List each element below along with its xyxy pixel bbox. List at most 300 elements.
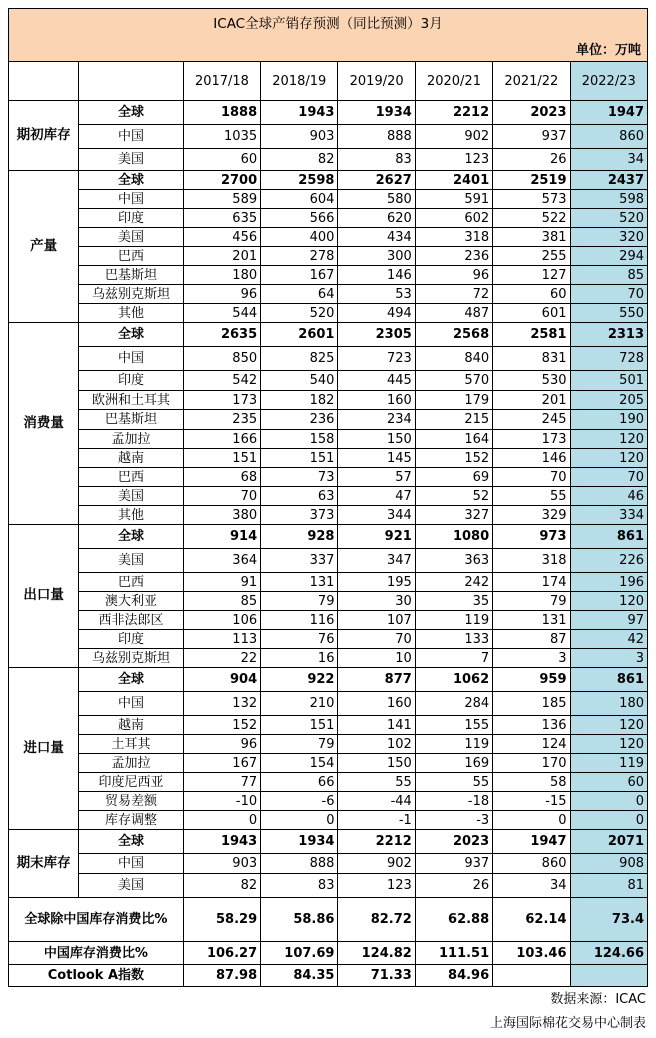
year-header: 2021/22	[493, 62, 570, 101]
value-cell: 79	[493, 592, 570, 611]
value-cell: 850	[183, 347, 260, 371]
value-cell: 166	[183, 430, 260, 449]
value-cell: 2581	[493, 323, 570, 347]
value-cell: 120	[570, 716, 648, 735]
group-label: 期初库存	[9, 101, 79, 171]
value-cell: 57	[338, 468, 415, 487]
value-cell: 151	[261, 449, 338, 468]
data-row	[9, 630, 648, 649]
data-row	[9, 285, 648, 304]
value-cell: 34	[570, 149, 648, 171]
value-cell: 327	[415, 506, 492, 525]
row-label: 孟加拉	[79, 430, 183, 449]
value-cell: 70	[338, 630, 415, 649]
value-cell: 3	[493, 649, 570, 668]
data-row	[9, 266, 648, 285]
value-cell: 83	[261, 874, 338, 898]
value-cell: 566	[261, 209, 338, 228]
value-cell: 530	[493, 371, 570, 391]
value-cell: 1947	[570, 101, 648, 125]
value-cell: 120	[570, 592, 648, 611]
value-cell: 141	[338, 716, 415, 735]
value-cell: 522	[493, 209, 570, 228]
row-label: 巴基斯坦	[79, 266, 183, 285]
value-cell: 2635	[183, 323, 260, 347]
value-cell: -3	[415, 811, 492, 830]
value-cell: 58	[493, 773, 570, 792]
value-cell: 973	[493, 525, 570, 549]
value-cell: 180	[570, 692, 648, 716]
row-label: 美国	[79, 228, 183, 247]
group-label: 产量	[9, 171, 79, 323]
value-cell: 550	[570, 304, 648, 323]
value-cell: 215	[415, 410, 492, 430]
value-cell: 1080	[415, 525, 492, 549]
data-row	[9, 391, 648, 410]
row-label: 孟加拉	[79, 754, 183, 773]
value-cell: 196	[570, 573, 648, 592]
summary-value-cell: 87.98	[183, 965, 260, 987]
value-cell: 76	[261, 630, 338, 649]
summary-value-cell: 58.86	[261, 898, 338, 942]
value-cell: 318	[415, 228, 492, 247]
summary-value-cell: 106.27	[183, 942, 260, 965]
value-cell: 860	[493, 854, 570, 874]
value-cell: 922	[261, 668, 338, 692]
value-cell: 60	[493, 285, 570, 304]
value-cell: 2519	[493, 171, 570, 190]
value-cell: 70	[570, 285, 648, 304]
value-cell: 68	[183, 468, 260, 487]
value-cell: 53	[338, 285, 415, 304]
value-cell: 347	[338, 549, 415, 573]
value-cell: 120	[570, 430, 648, 449]
value-cell: 0	[493, 811, 570, 830]
value-cell: 26	[415, 874, 492, 898]
value-cell: 937	[493, 125, 570, 149]
value-cell: 1947	[493, 830, 570, 854]
value-cell: 63	[261, 487, 338, 506]
unit-label: 单位：万吨	[9, 40, 648, 62]
value-cell: 34	[493, 874, 570, 898]
value-cell: 456	[183, 228, 260, 247]
value-cell: 91	[183, 573, 260, 592]
value-cell: 169	[415, 754, 492, 773]
row-label: 巴基斯坦	[79, 410, 183, 430]
value-cell: -15	[493, 792, 570, 811]
data-row	[9, 611, 648, 630]
summary-value-cell: 111.51	[415, 942, 492, 965]
value-cell: 160	[338, 391, 415, 410]
year-header: 2022/23	[570, 62, 648, 101]
value-cell: 255	[493, 247, 570, 266]
value-cell: 77	[183, 773, 260, 792]
data-row	[9, 209, 648, 228]
value-cell: 2023	[415, 830, 492, 854]
value-cell: 877	[338, 668, 415, 692]
value-cell: 70	[183, 487, 260, 506]
table-title: ICAC全球产销存预测（同比预测）3月	[9, 9, 648, 40]
value-cell: 520	[261, 304, 338, 323]
data-row	[9, 190, 648, 209]
value-cell: 102	[338, 735, 415, 754]
summary-value-cell: 107.69	[261, 942, 338, 965]
value-cell: 201	[493, 391, 570, 410]
row-label: 全球	[79, 171, 183, 190]
value-cell: 380	[183, 506, 260, 525]
value-cell: 337	[261, 549, 338, 573]
value-cell: 70	[570, 468, 648, 487]
value-cell: 10	[338, 649, 415, 668]
row-label: 贸易差额	[79, 792, 183, 811]
data-row	[9, 649, 648, 668]
data-row	[9, 592, 648, 611]
data-row	[9, 468, 648, 487]
value-cell: 173	[183, 391, 260, 410]
row-label: 越南	[79, 449, 183, 468]
data-row	[9, 304, 648, 323]
data-row	[9, 449, 648, 468]
value-cell: 131	[493, 611, 570, 630]
summary-value-cell: 62.88	[415, 898, 492, 942]
row-label: 中国	[79, 125, 183, 149]
value-cell: 434	[338, 228, 415, 247]
data-row	[9, 125, 648, 149]
value-cell: 7	[415, 649, 492, 668]
value-cell: 235	[183, 410, 260, 430]
value-cell: 2313	[570, 323, 648, 347]
row-label: 巴西	[79, 573, 183, 592]
value-cell: 242	[415, 573, 492, 592]
value-cell: 2212	[415, 101, 492, 125]
value-cell: 928	[261, 525, 338, 549]
summary-value-cell: 84.35	[261, 965, 338, 987]
value-cell: 96	[415, 266, 492, 285]
value-cell: 123	[415, 149, 492, 171]
value-cell: 120	[570, 735, 648, 754]
header-blank-cell	[79, 62, 183, 101]
summary-value-cell: 62.14	[493, 898, 570, 942]
value-cell: -18	[415, 792, 492, 811]
value-cell: 79	[261, 735, 338, 754]
value-cell: -1	[338, 811, 415, 830]
value-cell: 591	[415, 190, 492, 209]
data-row	[9, 830, 648, 854]
value-cell: 119	[415, 611, 492, 630]
value-cell: 26	[493, 149, 570, 171]
value-cell: 2401	[415, 171, 492, 190]
value-cell: 107	[338, 611, 415, 630]
row-label: 其他	[79, 506, 183, 525]
row-label: 巴西	[79, 247, 183, 266]
value-cell: 2601	[261, 323, 338, 347]
value-cell: 146	[338, 266, 415, 285]
value-cell: -44	[338, 792, 415, 811]
data-row	[9, 228, 648, 247]
value-cell: 185	[493, 692, 570, 716]
value-cell: 127	[493, 266, 570, 285]
value-cell: 16	[261, 649, 338, 668]
value-cell: 2305	[338, 323, 415, 347]
data-row	[9, 247, 648, 266]
value-cell: 42	[570, 630, 648, 649]
value-cell: 236	[415, 247, 492, 266]
summary-label: 全球除中国库存消费比%	[9, 898, 184, 942]
value-cell: 831	[493, 347, 570, 371]
data-row	[9, 525, 648, 549]
data-row	[9, 854, 648, 874]
value-cell: 723	[338, 347, 415, 371]
row-label: 全球	[79, 668, 183, 692]
value-cell: 400	[261, 228, 338, 247]
value-cell: 860	[570, 125, 648, 149]
value-cell: 120	[570, 449, 648, 468]
summary-value-cell	[570, 965, 648, 987]
value-cell: 487	[415, 304, 492, 323]
value-cell: -6	[261, 792, 338, 811]
data-row	[9, 101, 648, 125]
year-header: 2019/20	[338, 62, 415, 101]
value-cell: 902	[415, 125, 492, 149]
value-cell: 904	[183, 668, 260, 692]
summary-value-cell: 58.29	[183, 898, 260, 942]
value-cell: 234	[338, 410, 415, 430]
value-cell: 300	[338, 247, 415, 266]
value-cell: 728	[570, 347, 648, 371]
value-cell: 570	[415, 371, 492, 391]
value-cell: 1943	[261, 101, 338, 125]
value-cell: 888	[261, 854, 338, 874]
title-row	[9, 9, 648, 40]
row-label: 印度	[79, 371, 183, 391]
summary-value-cell: 71.33	[338, 965, 415, 987]
value-cell: 903	[183, 854, 260, 874]
row-label: 澳大利亚	[79, 592, 183, 611]
value-cell: 620	[338, 209, 415, 228]
value-cell: 542	[183, 371, 260, 391]
value-cell: 1934	[261, 830, 338, 854]
value-cell: 540	[261, 371, 338, 391]
value-cell: 55	[493, 487, 570, 506]
value-cell: 861	[570, 668, 648, 692]
row-label: 全球	[79, 525, 183, 549]
value-cell: 195	[338, 573, 415, 592]
value-cell: 158	[261, 430, 338, 449]
data-row	[9, 668, 648, 692]
summary-value-cell: 124.82	[338, 942, 415, 965]
header-blank-cell	[9, 62, 79, 101]
value-cell: 210	[261, 692, 338, 716]
value-cell: 136	[493, 716, 570, 735]
value-cell: 167	[261, 266, 338, 285]
value-cell: 604	[261, 190, 338, 209]
value-cell: 589	[183, 190, 260, 209]
value-cell: 937	[415, 854, 492, 874]
value-cell: 82	[261, 149, 338, 171]
row-label: 库存调整	[79, 811, 183, 830]
data-row	[9, 811, 648, 830]
value-cell: 69	[415, 468, 492, 487]
value-cell: 85	[183, 592, 260, 611]
value-cell: 96	[183, 735, 260, 754]
value-cell: 60	[183, 149, 260, 171]
value-cell: 959	[493, 668, 570, 692]
summary-value-cell: 82.72	[338, 898, 415, 942]
value-cell: 2437	[570, 171, 648, 190]
value-cell: 132	[183, 692, 260, 716]
cotton-balance-table	[8, 8, 648, 987]
value-cell: 364	[183, 549, 260, 573]
value-cell: 445	[338, 371, 415, 391]
row-label: 土耳其	[79, 735, 183, 754]
year-header: 2020/21	[415, 62, 492, 101]
value-cell: 73	[261, 468, 338, 487]
value-cell: 1062	[415, 668, 492, 692]
value-cell: 344	[338, 506, 415, 525]
value-cell: 0	[570, 792, 648, 811]
row-label: 美国	[79, 874, 183, 898]
value-cell: 123	[338, 874, 415, 898]
value-cell: 284	[415, 692, 492, 716]
summary-row	[9, 965, 648, 987]
value-cell: 152	[415, 449, 492, 468]
value-cell: 70	[493, 468, 570, 487]
row-label: 全球	[79, 830, 183, 854]
value-cell: 116	[261, 611, 338, 630]
data-row	[9, 149, 648, 171]
value-cell: 150	[338, 430, 415, 449]
value-cell: 119	[570, 754, 648, 773]
value-cell: 840	[415, 347, 492, 371]
data-row	[9, 573, 648, 592]
value-cell: 170	[493, 754, 570, 773]
data-row	[9, 171, 648, 190]
year-header: 2018/19	[261, 62, 338, 101]
value-cell: 64	[261, 285, 338, 304]
value-cell: 55	[338, 773, 415, 792]
value-cell: 151	[261, 716, 338, 735]
value-cell: 182	[261, 391, 338, 410]
value-cell: 79	[261, 592, 338, 611]
value-cell: 131	[261, 573, 338, 592]
year-header: 2017/18	[183, 62, 260, 101]
value-cell: 580	[338, 190, 415, 209]
value-cell: 2627	[338, 171, 415, 190]
value-cell: 155	[415, 716, 492, 735]
value-cell: 1943	[183, 830, 260, 854]
value-cell: 320	[570, 228, 648, 247]
value-cell: 190	[570, 410, 648, 430]
row-label: 欧洲和土耳其	[79, 391, 183, 410]
value-cell: 635	[183, 209, 260, 228]
value-cell: 173	[493, 430, 570, 449]
data-source-note: 数据来源：ICAC	[550, 992, 646, 1007]
row-label: 乌兹别克斯坦	[79, 285, 183, 304]
value-cell: 501	[570, 371, 648, 391]
value-cell: 0	[183, 811, 260, 830]
row-label: 巴西	[79, 468, 183, 487]
row-label: 其他	[79, 304, 183, 323]
data-row	[9, 792, 648, 811]
value-cell: 914	[183, 525, 260, 549]
value-cell: 83	[338, 149, 415, 171]
data-row	[9, 549, 648, 573]
value-cell: 520	[570, 209, 648, 228]
value-cell: 278	[261, 247, 338, 266]
row-label: 印度	[79, 209, 183, 228]
value-cell: 113	[183, 630, 260, 649]
value-cell: 294	[570, 247, 648, 266]
value-cell: 47	[338, 487, 415, 506]
value-cell: 825	[261, 347, 338, 371]
value-cell: 2700	[183, 171, 260, 190]
value-cell: 363	[415, 549, 492, 573]
value-cell: 154	[261, 754, 338, 773]
value-cell: 373	[261, 506, 338, 525]
data-row	[9, 323, 648, 347]
value-cell: 1888	[183, 101, 260, 125]
value-cell: 52	[415, 487, 492, 506]
group-label: 进口量	[9, 668, 79, 830]
value-cell: 97	[570, 611, 648, 630]
value-cell: 35	[415, 592, 492, 611]
value-cell: 146	[493, 449, 570, 468]
group-label: 出口量	[9, 525, 79, 668]
summary-value-cell	[493, 965, 570, 987]
value-cell: 903	[261, 125, 338, 149]
data-row	[9, 410, 648, 430]
value-cell: 908	[570, 854, 648, 874]
value-cell: 2071	[570, 830, 648, 854]
summary-row	[9, 898, 648, 942]
row-label: 中国	[79, 854, 183, 874]
value-cell: 902	[338, 854, 415, 874]
value-cell: 334	[570, 506, 648, 525]
row-label: 西非法郎区	[79, 611, 183, 630]
data-row	[9, 735, 648, 754]
summary-label: Cotlook A指数	[9, 965, 184, 987]
data-row	[9, 371, 648, 391]
value-cell: 85	[570, 266, 648, 285]
value-cell: 55	[415, 773, 492, 792]
row-label: 全球	[79, 323, 183, 347]
value-cell: 30	[338, 592, 415, 611]
value-cell: 145	[338, 449, 415, 468]
row-label: 中国	[79, 190, 183, 209]
summary-row	[9, 942, 648, 965]
row-label: 美国	[79, 149, 183, 171]
value-cell: 861	[570, 525, 648, 549]
value-cell: 72	[415, 285, 492, 304]
row-label: 越南	[79, 716, 183, 735]
value-cell: 205	[570, 391, 648, 410]
row-label: 中国	[79, 347, 183, 371]
value-cell: 179	[415, 391, 492, 410]
value-cell: 0	[570, 811, 648, 830]
value-cell: 226	[570, 549, 648, 573]
value-cell: 2598	[261, 171, 338, 190]
summary-value-cell: 124.66	[570, 942, 648, 965]
summary-value-cell: 103.46	[493, 942, 570, 965]
value-cell: 150	[338, 754, 415, 773]
value-cell: 106	[183, 611, 260, 630]
row-label: 乌兹别克斯坦	[79, 649, 183, 668]
value-cell: 921	[338, 525, 415, 549]
data-row	[9, 430, 648, 449]
row-label: 中国	[79, 692, 183, 716]
value-cell: 318	[493, 549, 570, 573]
value-cell: 180	[183, 266, 260, 285]
